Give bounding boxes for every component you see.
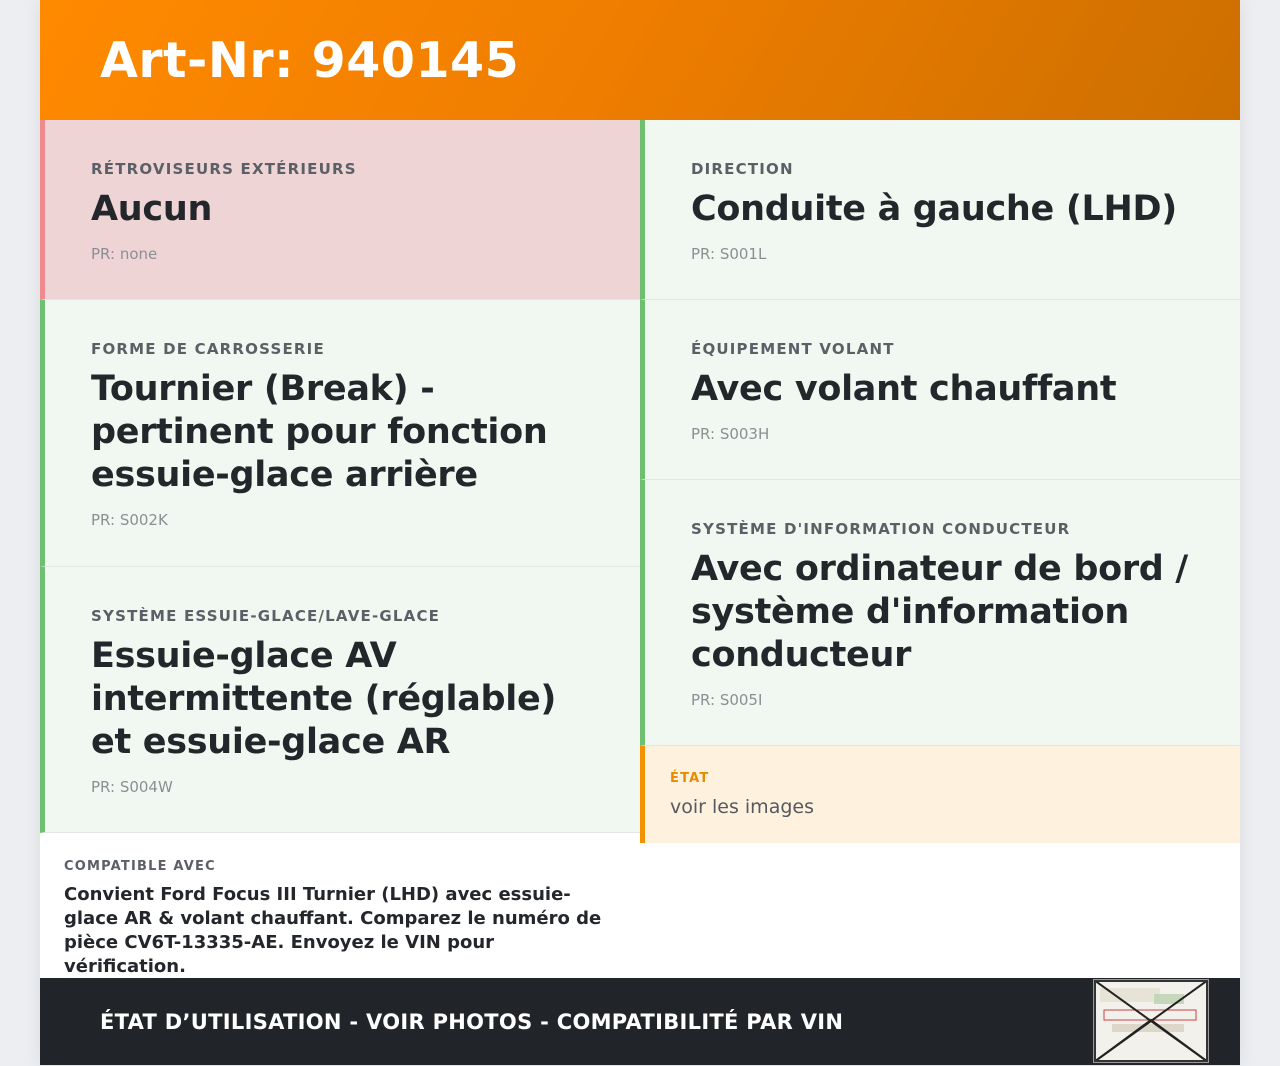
feature-column-right — [640, 120, 1240, 978]
feature-value: Tournier (Break) - pertinent pour fonction essuie-glace arrière — [91, 369, 548, 495]
footer-text: ÉTAT D’UTILISATION - VOIR PHOTOS - COMPATIBILITÉ PAR VIN — [100, 1009, 844, 1034]
feature-card-driver-info — [640, 480, 1240, 746]
condition-value: voir les images — [670, 796, 814, 818]
condition-card — [640, 746, 1240, 843]
feature-value: Avec volant chauffant — [691, 369, 1117, 409]
article-sheet — [40, 0, 1240, 1065]
compatibility-label: COMPATIBLE AVEC — [64, 859, 216, 874]
compatibility-block — [40, 833, 640, 978]
feature-label: RÉTROVISEURS EXTÉRIEURS — [91, 160, 357, 178]
feature-value: Avec ordinateur de bord / système d'information conducteur — [691, 549, 1188, 675]
feature-pr-code: PR: S005I — [691, 691, 763, 709]
feature-pr-code: PR: S003H — [691, 425, 770, 443]
feature-card-body-shape — [40, 300, 640, 567]
feature-card-steering — [640, 120, 1240, 300]
feature-card-wiper-system — [40, 567, 640, 833]
feature-value: Essuie-glace AV intermittente (réglable) et essuie-glace AR — [91, 636, 557, 762]
feature-card-steering-wheel — [640, 300, 1240, 480]
feature-label: FORME DE CARROSSERIE — [91, 340, 325, 358]
feature-grid — [40, 120, 1240, 978]
feature-label: SYSTÈME D'INFORMATION CONDUCTEUR — [691, 520, 1071, 538]
feature-pr-code: PR: S004W — [91, 778, 173, 796]
vin-plate-image — [1094, 980, 1208, 1062]
feature-pr-code: PR: S001L — [691, 245, 767, 263]
feature-label: ÉQUIPEMENT VOLANT — [691, 340, 895, 358]
vin-plate-thumbnail[interactable] — [1093, 979, 1209, 1063]
feature-pr-code: PR: none — [91, 245, 158, 263]
feature-column-left — [40, 120, 640, 978]
feature-card-exterior-mirrors — [40, 120, 640, 300]
feature-label: DIRECTION — [691, 160, 794, 178]
feature-pr-code: PR: S002K — [91, 511, 168, 529]
article-number-title: Art-Nr: 940145 — [100, 31, 520, 89]
feature-value: Conduite à gauche (LHD) — [691, 189, 1177, 229]
footer-bar — [40, 978, 1240, 1065]
feature-value: Aucun — [91, 189, 213, 229]
header-bar — [40, 0, 1240, 120]
condition-label: ÉTAT — [670, 771, 710, 786]
compatibility-text: Convient Ford Focus III Turnier (LHD) avec essuie-glace AR & volant chauffant. Comparez le numéro de pièce CV6T-13335-AE. Envoyez le VIN pour vérification. — [64, 884, 602, 977]
feature-label: SYSTÈME ESSUIE-GLACE/LAVE-GLACE — [91, 607, 441, 625]
